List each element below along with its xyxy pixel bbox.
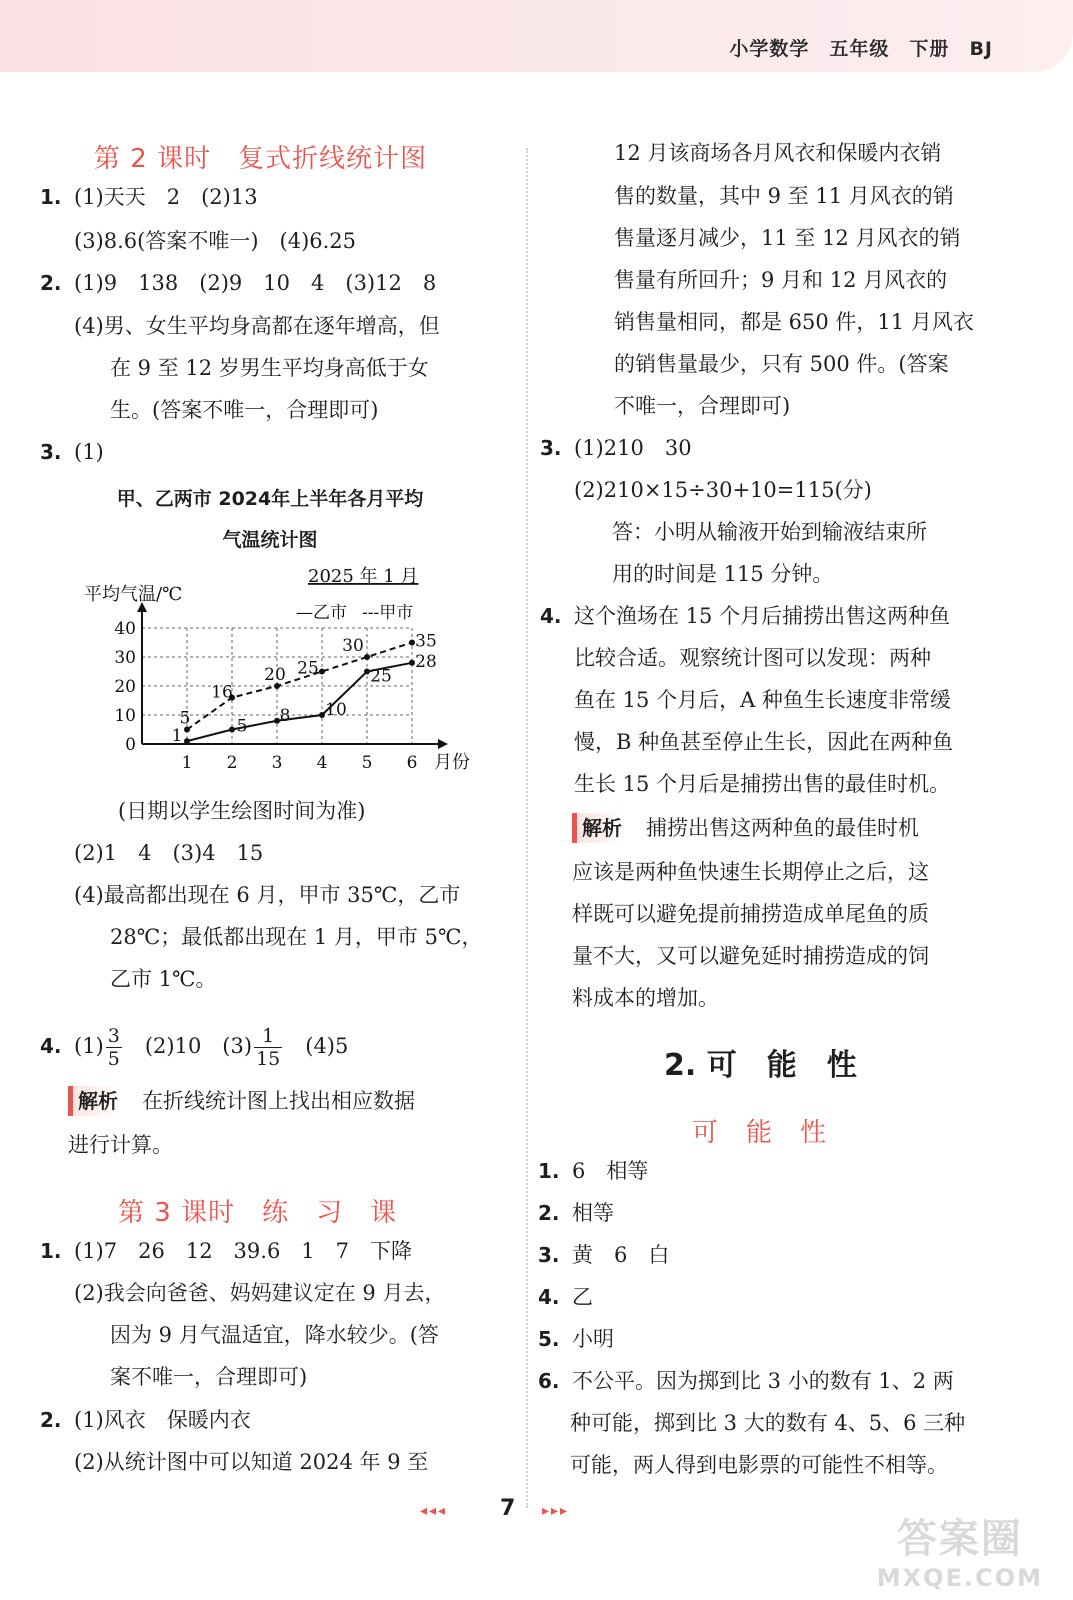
watermark-text: 答案圈 xyxy=(896,1516,1023,1562)
r-a5-text: 小明 xyxy=(572,1327,614,1351)
footer-left-arrows-icon: ◂◂◂ xyxy=(420,1503,448,1519)
data-label: 5 xyxy=(179,708,191,729)
section-title: 2. 可 能 性 xyxy=(664,1048,857,1083)
data-label: 20 xyxy=(264,665,286,685)
data-label: 10 xyxy=(325,700,347,720)
y-tick-label: 0 xyxy=(125,735,136,755)
x-tick-label: 6 xyxy=(406,753,418,773)
r-a4-number: 4. xyxy=(538,1285,560,1309)
data-point xyxy=(409,640,415,646)
q4-part2: (2)10 (3) xyxy=(123,1034,253,1058)
l3q2-line1 xyxy=(40,1405,251,1435)
header-volume: 下册 xyxy=(909,38,950,60)
chart-date-note: (日期以学生绘图时间为准) xyxy=(118,799,366,823)
r-a5 xyxy=(538,1324,614,1354)
data-label: 35 xyxy=(415,631,437,652)
data-point xyxy=(229,727,235,733)
r-line2: 售的数量，其中 9 至 11 月风衣的销 xyxy=(614,184,954,208)
q4-number: 4. xyxy=(40,1034,62,1058)
r-q4-number: 4. xyxy=(540,604,562,628)
q4-analysis-line2: 进行计算。 xyxy=(68,1133,173,1157)
r-q4-line5: 生长 15 个月后是捕捞出售的最佳时机。 xyxy=(574,772,951,796)
r-a4 xyxy=(538,1282,593,1312)
data-point xyxy=(319,669,325,675)
r-line5: 销售量相同，都是 650 件，11 月风衣 xyxy=(614,310,974,334)
x-tick-label: 1 xyxy=(181,753,193,773)
page-number: 7 xyxy=(500,1496,516,1521)
r-q4-line3: 鱼在 15 个月后，A 种鱼生长速度非常缓 xyxy=(574,688,951,712)
r-a1-number: 1. xyxy=(538,1159,560,1183)
q1-number: 1. xyxy=(40,185,62,209)
r-line3: 售量逐月减少，11 至 12 月风衣的销 xyxy=(614,226,961,250)
r-line6: 的销售量最少，只有 500 件。(答案 xyxy=(614,352,949,376)
r-a6-line2: 种可能，掷到比 3 大的数有 4、5、6 三种 xyxy=(570,1411,966,1435)
x-tick-label: 2 xyxy=(226,753,238,773)
r-a6-text1: 不公平。因为掷到比 3 小的数有 1、2 两 xyxy=(572,1369,954,1393)
chart-date: 2025 年 1 月 xyxy=(308,566,419,587)
chart-title-line2: 气温统计图 xyxy=(222,529,318,551)
legend-yi: —乙市 xyxy=(296,603,347,623)
legend-jia: ---甲市 xyxy=(362,603,414,623)
r-a2-number: 2. xyxy=(538,1201,560,1225)
y-tick-label: 40 xyxy=(114,619,136,639)
fraction-three-fifths xyxy=(106,1025,122,1070)
footer-right-arrows-icon: ▸▸▸ xyxy=(542,1503,570,1519)
r-a3-number: 3. xyxy=(538,1243,560,1267)
q4-part3: (4)5 xyxy=(284,1034,349,1058)
q2-line2: (4)男、女生平均身高都在逐年增高，但 xyxy=(74,314,440,338)
header-edition: BJ xyxy=(969,38,993,60)
data-point xyxy=(364,654,370,660)
data-label: 8 xyxy=(279,705,291,726)
q4-analysis-text1: 在折线统计图上找出相应数据 xyxy=(142,1089,415,1113)
r-a1 xyxy=(538,1156,648,1186)
data-point xyxy=(184,738,190,744)
r-a3-text: 黄 6 白 xyxy=(572,1243,670,1267)
y-tick-label: 10 xyxy=(114,706,136,726)
r-analysis-text1: 捕捞出售这两种鱼的最佳时机 xyxy=(646,816,919,840)
r-line4: 售量有所回升；9 月和 12 月风衣的 xyxy=(614,268,948,292)
analysis-label: 解析 xyxy=(572,813,622,843)
data-label: 28 xyxy=(415,651,437,672)
q3-line2: (2)1 4 (3)4 15 xyxy=(74,841,264,865)
r-a6-line1 xyxy=(538,1366,954,1396)
analysis-label: 解析 xyxy=(68,1086,118,1116)
r-a2 xyxy=(538,1198,614,1228)
r-q3-line1 xyxy=(540,433,692,463)
q4-line1 xyxy=(40,1020,348,1072)
q3-line4: 28℃；最低都出现在 1 月，甲市 5℃， xyxy=(110,925,483,949)
r-q3-number: 3. xyxy=(540,436,562,460)
q1-line2: (3)8.6(答案不唯一) (4)6.25 xyxy=(74,229,357,253)
l3q2-text1: (1)风衣 保暖内衣 xyxy=(74,1408,251,1432)
fraction-numerator: 3 xyxy=(107,1025,120,1047)
r-analysis-line2: 应该是两种鱼快速生长期停止之后，这 xyxy=(572,860,929,884)
data-label: 1 xyxy=(171,726,183,747)
q2-line4: 生。(答案不唯一，合理即可) xyxy=(110,398,379,422)
data-point xyxy=(319,712,325,718)
l3q2-line2: (2)从统计图中可以知道 2024 年 9 至 xyxy=(74,1450,429,1474)
r-line1: 12 月该商场各月风衣和保暖内衣销 xyxy=(614,141,942,165)
r-line7: 不唯一，合理即可) xyxy=(614,394,791,418)
q1-line1 xyxy=(40,182,258,212)
r-a6-line3: 可能，两人得到电影票的可能性不相等。 xyxy=(570,1453,948,1477)
l3q1-number: 1. xyxy=(40,1239,62,1263)
fraction-denominator: 5 xyxy=(107,1048,120,1070)
q3-line5: 乙市 1℃。 xyxy=(110,967,217,991)
q1-text1: (1)天天 2 (2)13 xyxy=(74,185,258,209)
x-tick-label: 4 xyxy=(316,753,328,773)
data-label: 25 xyxy=(370,666,392,687)
data-label: 5 xyxy=(236,716,248,737)
q4-part1: (1) xyxy=(74,1034,104,1058)
fraction-one-fifteenth xyxy=(254,1025,282,1070)
y-tick-label: 20 xyxy=(114,677,136,697)
q3-line3: (4)最高都出现在 6 月，甲市 35℃，乙市 xyxy=(74,883,461,907)
fraction-numerator: 1 xyxy=(254,1025,282,1048)
r-a3 xyxy=(538,1240,669,1270)
x-tick-label: 3 xyxy=(271,753,283,773)
r-a2-text: 相等 xyxy=(572,1201,614,1225)
l3q1-text1: (1)7 26 12 39.6 1 7 下降 xyxy=(74,1239,413,1263)
x-tick-label: 5 xyxy=(361,753,373,773)
r-q4-line1 xyxy=(540,601,950,631)
chart-title-line1: 甲、乙两市 2024年上半年各月平均 xyxy=(116,488,424,510)
r-q4-line4: 慢，B 种鱼甚至停止生长，因此在两种鱼 xyxy=(574,730,954,754)
q2-line3: 在 9 至 12 岁男生平均身高低于女 xyxy=(110,356,429,380)
data-label: 30 xyxy=(342,636,364,656)
subsection-title: 可 能 性 xyxy=(692,1118,828,1148)
header-grade: 五年级 xyxy=(829,38,890,60)
q3-line1 xyxy=(40,437,104,467)
running-header xyxy=(709,34,993,61)
l3q1-line3: 因为 9 月气温适宜，降水较少。(答 xyxy=(110,1323,439,1347)
q3-number: 3. xyxy=(40,440,62,464)
r-a6-number: 6. xyxy=(538,1369,560,1393)
watermark-logo xyxy=(877,1507,1043,1592)
data-label: 16 xyxy=(211,682,233,703)
r-analysis-line5: 料成本的增加。 xyxy=(572,986,719,1010)
r-q4-line2: 比较合适。观察统计图可以发现：两种 xyxy=(574,646,931,670)
q2-number: 2. xyxy=(40,271,62,295)
q3-text1: (1) xyxy=(74,440,104,464)
temperature-line-chart xyxy=(40,560,480,778)
r-a1-text: 6 相等 xyxy=(572,1159,649,1183)
q2-text1: (1)9 138 (2)9 10 4 (3)12 8 xyxy=(74,271,437,295)
r-a4-text: 乙 xyxy=(572,1285,593,1309)
l3q2-number: 2. xyxy=(40,1408,62,1432)
fraction-denominator: 15 xyxy=(256,1048,281,1070)
r-q3-line3: 答：小明从输液开始到输液结束所 xyxy=(612,520,927,544)
watermark-url: MXQE.COM xyxy=(876,1564,1043,1592)
r-q3-text1: (1)210 30 xyxy=(574,436,692,460)
column-divider xyxy=(526,148,528,1508)
l3q1-line2: (2)我会向爸爸、妈妈建议定在 9 月去， xyxy=(74,1281,446,1305)
r-analysis-line3: 样既可以避免提前捕捞造成单尾鱼的质 xyxy=(572,902,929,926)
l3q1-line4: 案不唯一，合理即可) xyxy=(110,1365,308,1389)
header-subject: 小学数学 xyxy=(729,38,810,60)
x-axis-label: 月份 xyxy=(434,752,470,773)
data-point xyxy=(409,660,415,666)
data-point xyxy=(364,669,370,675)
y-tick-label: 30 xyxy=(114,648,136,668)
r-q3-line4: 用的时间是 115 分钟。 xyxy=(612,562,834,586)
q2-line1 xyxy=(40,268,436,298)
q4-analysis-line1 xyxy=(68,1086,415,1116)
r-q3-line2: (2)210×15÷30+10=115(分) xyxy=(574,478,872,502)
r-analysis-line1 xyxy=(572,813,919,843)
lesson3-title: 第 3 课时 练 习 课 xyxy=(118,1198,398,1228)
y-axis-label: 平均气温/℃ xyxy=(84,584,183,605)
r-analysis-line4: 量不大，又可以避免延时捕捞造成的饲 xyxy=(572,944,929,968)
r-a5-number: 5. xyxy=(538,1327,560,1351)
lesson2-title: 第 2 课时 复式折线统计图 xyxy=(94,144,428,174)
x-axis-arrow-icon xyxy=(438,739,448,749)
data-label: 25 xyxy=(297,658,319,679)
r-q4-text1: 这个渔场在 15 个月后捕捞出售这两种鱼 xyxy=(574,604,951,628)
l3q1-line1 xyxy=(40,1236,412,1266)
